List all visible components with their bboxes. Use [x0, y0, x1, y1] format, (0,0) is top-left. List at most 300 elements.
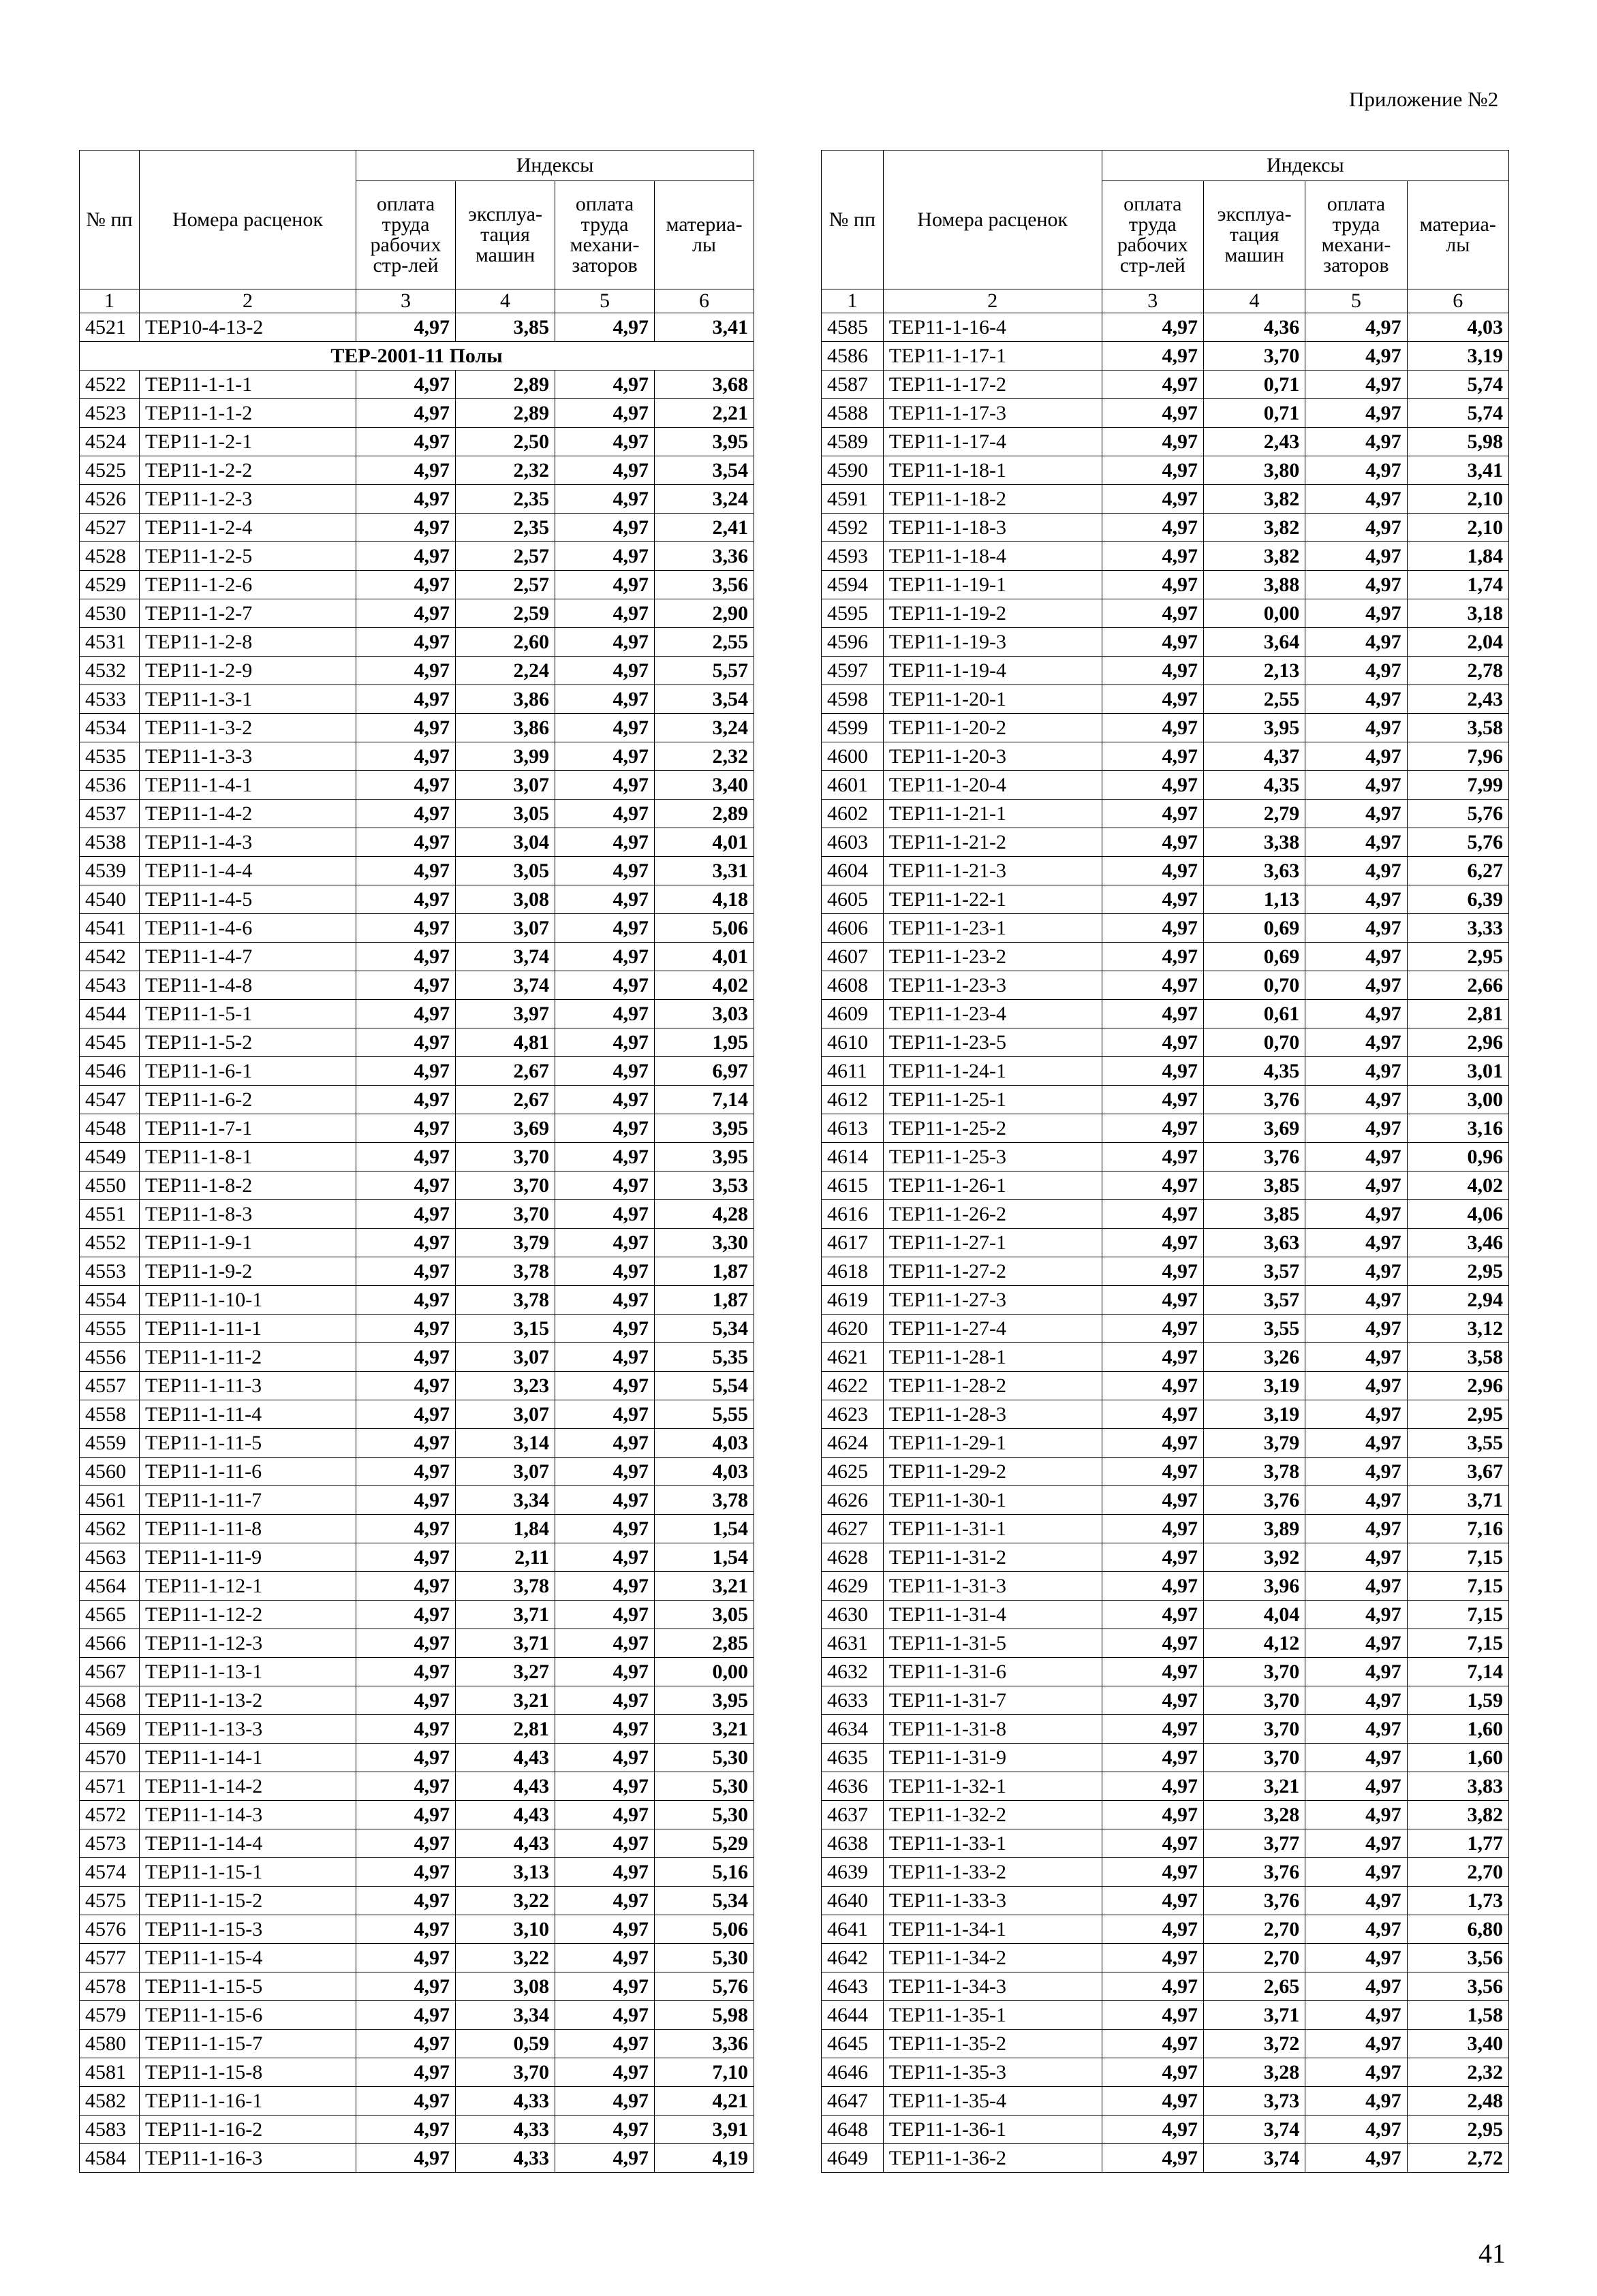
materials-index: 3,30: [655, 1229, 754, 1257]
row-number: 4524: [80, 428, 140, 456]
labor-pay-index: 4,97: [1102, 1572, 1203, 1601]
rate-code: ТЕР11-1-4-8: [140, 971, 356, 1000]
machine-operation-index: 3,78: [1203, 1458, 1305, 1486]
row-number: 4615: [822, 1171, 884, 1200]
table-row: [80, 1028, 754, 1057]
rate-code: ТЕР11-1-12-1: [140, 1572, 356, 1601]
labor-pay-index: 4,97: [1102, 1458, 1203, 1486]
row-number: 4544: [80, 1000, 140, 1028]
rate-code: ТЕР11-1-31-9: [883, 1744, 1102, 1772]
rate-code: ТЕР11-1-34-2: [883, 1944, 1102, 1972]
operator-pay-index: 4,97: [555, 1200, 655, 1229]
rate-code: ТЕР11-1-33-1: [883, 1829, 1102, 1858]
row-number: 4593: [822, 542, 884, 571]
rate-code: ТЕР11-1-19-1: [883, 571, 1102, 599]
machine-operation-index: 3,74: [1203, 2116, 1305, 2144]
machine-operation-index: 3,70: [1203, 1715, 1305, 1744]
materials-index: 3,55: [1407, 1429, 1508, 1458]
row-number: 4601: [822, 771, 884, 800]
appendix-label: Приложение №2: [1349, 87, 1499, 111]
row-number: 4531: [80, 628, 140, 657]
machine-operation-index: 4,36: [1203, 313, 1305, 342]
row-number: 4620: [822, 1315, 884, 1343]
labor-pay-index: 4,97: [1102, 1829, 1203, 1858]
row-number: 4537: [80, 800, 140, 828]
table-row: [80, 771, 754, 800]
operator-pay-index: 4,97: [555, 1944, 655, 1972]
machine-operation-index: 3,96: [1203, 1572, 1305, 1601]
labor-pay-index: 4,97: [356, 914, 456, 943]
machine-operation-index: 1,84: [456, 1515, 555, 1543]
rate-code: ТЕР11-1-4-1: [140, 771, 356, 800]
labor-pay-index: 4,97: [1102, 1887, 1203, 1915]
rate-code: ТЕР11-1-25-3: [883, 1143, 1102, 1171]
operator-pay-index: 4,97: [1305, 1286, 1407, 1315]
machine-operation-index: 2,50: [456, 428, 555, 456]
rate-code: ТЕР11-1-9-2: [140, 1257, 356, 1286]
machine-operation-index: 3,92: [1203, 1543, 1305, 1572]
row-number: 4634: [822, 1715, 884, 1744]
labor-pay-index: 4,97: [1102, 771, 1203, 800]
column-number: 4: [1203, 289, 1305, 313]
machine-operation-index: 3,07: [456, 914, 555, 943]
labor-pay-index: 4,97: [1102, 599, 1203, 628]
table-row: [822, 1257, 1509, 1286]
operator-pay-index: 4,97: [1305, 1171, 1407, 1200]
materials-index: 6,97: [655, 1057, 754, 1086]
materials-index: 3,33: [1407, 914, 1508, 943]
materials-index: 5,30: [655, 1772, 754, 1801]
row-number: 4560: [80, 1458, 140, 1486]
row-number: 4528: [80, 542, 140, 571]
operator-pay-index: 4,97: [555, 1400, 655, 1429]
machine-operation-index: 2,11: [456, 1543, 555, 1572]
rate-code: ТЕР11-1-20-1: [883, 685, 1102, 714]
header-indices: Индексы: [356, 151, 754, 181]
operator-pay-index: 4,97: [555, 428, 655, 456]
machine-operation-index: 0,61: [1203, 1000, 1305, 1028]
labor-pay-index: 4,97: [356, 1400, 456, 1429]
labor-pay-index: 4,97: [1102, 1915, 1203, 1944]
operator-pay-index: 4,97: [1305, 1257, 1407, 1286]
machine-operation-index: 3,79: [1203, 1429, 1305, 1458]
table-row: [822, 1715, 1509, 1744]
labor-pay-index: 4,97: [1102, 1944, 1203, 1972]
materials-index: 7,99: [1407, 771, 1508, 800]
materials-index: 7,15: [1407, 1629, 1508, 1658]
row-number: 4532: [80, 657, 140, 685]
table-row: [80, 1572, 754, 1601]
rate-code: ТЕР11-1-20-3: [883, 742, 1102, 771]
table-row: [80, 371, 754, 399]
table-row: [80, 1429, 754, 1458]
materials-index: 2,95: [1407, 2116, 1508, 2144]
materials-index: 3,82: [1407, 1801, 1508, 1829]
row-number: 4604: [822, 857, 884, 885]
table-row: [80, 1686, 754, 1715]
rate-code: ТЕР11-1-4-2: [140, 800, 356, 828]
table-row: [80, 800, 754, 828]
row-number: 4599: [822, 714, 884, 742]
materials-index: 3,40: [1407, 2030, 1508, 2058]
rate-code: ТЕР11-1-19-3: [883, 628, 1102, 657]
rate-code: ТЕР11-1-34-1: [883, 1915, 1102, 1944]
table-row: [822, 857, 1509, 885]
rate-code: ТЕР11-1-2-5: [140, 542, 356, 571]
table-row: [822, 1229, 1509, 1257]
row-number: 4580: [80, 2030, 140, 2058]
rate-code: ТЕР11-1-26-2: [883, 1200, 1102, 1229]
materials-index: 2,32: [1407, 2058, 1508, 2087]
machine-operation-index: 3,69: [456, 1114, 555, 1143]
labor-pay-index: 4,97: [356, 771, 456, 800]
table-row: [822, 1286, 1509, 1315]
labor-pay-index: 4,97: [356, 857, 456, 885]
row-number: 4627: [822, 1515, 884, 1543]
table-row: [822, 1629, 1509, 1658]
rate-code: ТЕР11-1-26-1: [883, 1171, 1102, 1200]
operator-pay-index: 4,97: [555, 1801, 655, 1829]
operator-pay-index: 4,97: [1305, 1715, 1407, 1744]
row-number: 4526: [80, 485, 140, 514]
rate-code: ТЕР11-1-11-4: [140, 1400, 356, 1429]
machine-operation-index: 3,21: [456, 1686, 555, 1715]
labor-pay-index: 4,97: [1102, 342, 1203, 371]
operator-pay-index: 4,97: [555, 828, 655, 857]
rate-code: ТЕР11-1-21-2: [883, 828, 1102, 857]
materials-index: 5,74: [1407, 371, 1508, 399]
materials-index: 5,06: [655, 914, 754, 943]
rate-code: ТЕР11-1-20-2: [883, 714, 1102, 742]
machine-operation-index: 2,70: [1203, 1915, 1305, 1944]
row-number: 4602: [822, 800, 884, 828]
labor-pay-index: 4,97: [1102, 914, 1203, 943]
row-number: 4603: [822, 828, 884, 857]
machine-operation-index: 3,78: [456, 1257, 555, 1286]
operator-pay-index: 4,97: [555, 1315, 655, 1343]
rate-code: ТЕР11-1-18-4: [883, 542, 1102, 571]
index-table-left: [79, 150, 754, 2173]
machine-operation-index: 3,88: [1203, 571, 1305, 599]
machine-operation-index: 3,55: [1203, 1315, 1305, 1343]
header-machine-operation: эксплуа-тация машин: [456, 181, 555, 289]
rate-code: ТЕР11-1-14-4: [140, 1829, 356, 1858]
operator-pay-index: 4,97: [1305, 2087, 1407, 2116]
labor-pay-index: 4,97: [356, 657, 456, 685]
rate-code: ТЕР11-1-2-8: [140, 628, 356, 657]
machine-operation-index: 3,07: [456, 1458, 555, 1486]
operator-pay-index: 4,97: [1305, 485, 1407, 514]
rate-code: ТЕР11-1-35-2: [883, 2030, 1102, 2058]
table-row: [822, 1772, 1509, 1801]
row-number: 4649: [822, 2144, 884, 2173]
labor-pay-index: 4,97: [356, 399, 456, 428]
materials-index: 4,18: [655, 885, 754, 914]
operator-pay-index: 4,97: [555, 456, 655, 485]
materials-index: 5,98: [1407, 428, 1508, 456]
rate-code: ТЕР11-1-9-1: [140, 1229, 356, 1257]
row-number: 4616: [822, 1200, 884, 1229]
rate-code: ТЕР11-1-11-2: [140, 1343, 356, 1372]
materials-index: 5,30: [655, 1744, 754, 1772]
header-machine-operation: эксплуа-тация машин: [1203, 181, 1305, 289]
machine-operation-index: 3,70: [1203, 1744, 1305, 1772]
labor-pay-index: 4,97: [1102, 1171, 1203, 1200]
rate-code: ТЕР11-1-3-3: [140, 742, 356, 771]
table-row: [822, 456, 1509, 485]
rate-code: ТЕР11-1-3-1: [140, 685, 356, 714]
row-number: 4623: [822, 1400, 884, 1429]
labor-pay-index: 4,97: [1102, 828, 1203, 857]
machine-operation-index: 3,63: [1203, 857, 1305, 885]
header-labor-pay: оплата труда рабочих стр-лей: [356, 181, 456, 289]
machine-operation-index: 0,71: [1203, 399, 1305, 428]
rate-code: ТЕР11-1-35-3: [883, 2058, 1102, 2087]
machine-operation-index: 3,78: [456, 1572, 555, 1601]
machine-operation-index: 3,05: [456, 857, 555, 885]
materials-index: 2,04: [1407, 628, 1508, 657]
operator-pay-index: 4,97: [555, 1915, 655, 1944]
table-row: [80, 1601, 754, 1629]
machine-operation-index: 3,07: [456, 1343, 555, 1372]
table-row: [822, 1028, 1509, 1057]
rate-code: ТЕР11-1-25-1: [883, 1086, 1102, 1114]
operator-pay-index: 4,97: [1305, 914, 1407, 943]
operator-pay-index: 4,97: [555, 685, 655, 714]
rate-code: ТЕР11-1-11-5: [140, 1429, 356, 1458]
table-row: [80, 1057, 754, 1086]
labor-pay-index: 4,97: [356, 628, 456, 657]
materials-index: 3,03: [655, 1000, 754, 1028]
labor-pay-index: 4,97: [1102, 1744, 1203, 1772]
materials-index: 4,03: [655, 1429, 754, 1458]
labor-pay-index: 4,97: [1102, 857, 1203, 885]
rate-code: ТЕР11-1-6-2: [140, 1086, 356, 1114]
row-number: 4597: [822, 657, 884, 685]
rate-code: ТЕР11-1-11-1: [140, 1315, 356, 1343]
machine-operation-index: 2,57: [456, 542, 555, 571]
labor-pay-index: 4,97: [1102, 1000, 1203, 1028]
table-row: [80, 571, 754, 599]
rate-code: ТЕР11-1-27-3: [883, 1286, 1102, 1315]
operator-pay-index: 4,97: [555, 2001, 655, 2030]
labor-pay-index: 4,97: [356, 828, 456, 857]
materials-index: 5,74: [1407, 399, 1508, 428]
rate-code: ТЕР11-1-27-2: [883, 1257, 1102, 1286]
labor-pay-index: 4,97: [1102, 2087, 1203, 2116]
table-row: [80, 1171, 754, 1200]
table-row: [822, 1343, 1509, 1372]
row-number: 4545: [80, 1028, 140, 1057]
machine-operation-index: 2,55: [1203, 685, 1305, 714]
labor-pay-index: 4,97: [1102, 1629, 1203, 1658]
materials-index: 0,00: [655, 1658, 754, 1686]
section-row: [80, 342, 754, 371]
row-number: 4630: [822, 1601, 884, 1629]
table-row: [822, 1086, 1509, 1114]
operator-pay-index: 4,97: [1305, 1829, 1407, 1858]
rate-code: ТЕР11-1-16-2: [140, 2116, 356, 2144]
table-row: [822, 514, 1509, 542]
rate-code: ТЕР11-1-6-1: [140, 1057, 356, 1086]
labor-pay-index: 4,97: [356, 1744, 456, 1772]
rate-code: ТЕР11-1-23-3: [883, 971, 1102, 1000]
labor-pay-index: 4,97: [356, 971, 456, 1000]
rate-code: ТЕР11-1-13-2: [140, 1686, 356, 1715]
labor-pay-index: 4,97: [1102, 1658, 1203, 1686]
table-row: [80, 885, 754, 914]
row-number: 4567: [80, 1658, 140, 1686]
row-number: 4533: [80, 685, 140, 714]
table-row: [822, 1858, 1509, 1887]
row-number: 4642: [822, 1944, 884, 1972]
row-number: 4588: [822, 399, 884, 428]
rate-code: ТЕР11-1-5-1: [140, 1000, 356, 1028]
rate-code: ТЕР11-1-28-3: [883, 1400, 1102, 1429]
labor-pay-index: 4,97: [356, 514, 456, 542]
materials-index: 2,55: [655, 628, 754, 657]
row-number: 4565: [80, 1601, 140, 1629]
materials-index: 3,24: [655, 714, 754, 742]
labor-pay-index: 4,97: [1102, 1972, 1203, 2001]
machine-operation-index: 3,70: [456, 2058, 555, 2087]
table-row: [80, 1944, 754, 1972]
labor-pay-index: 4,97: [356, 2116, 456, 2144]
row-number: 4583: [80, 2116, 140, 2144]
operator-pay-index: 4,97: [1305, 2001, 1407, 2030]
machine-operation-index: 3,74: [456, 971, 555, 1000]
labor-pay-index: 4,97: [356, 1429, 456, 1458]
row-number: 4552: [80, 1229, 140, 1257]
machine-operation-index: 4,43: [456, 1801, 555, 1829]
rate-code: ТЕР11-1-2-1: [140, 428, 356, 456]
row-number: 4595: [822, 599, 884, 628]
table-row: [80, 1515, 754, 1543]
table-row: [80, 1772, 754, 1801]
machine-operation-index: 4,33: [456, 2116, 555, 2144]
labor-pay-index: 4,97: [356, 1801, 456, 1829]
labor-pay-index: 4,97: [1102, 1143, 1203, 1171]
operator-pay-index: 4,97: [555, 1057, 655, 1086]
operator-pay-index: 4,97: [1305, 456, 1407, 485]
row-number: 4573: [80, 1829, 140, 1858]
materials-index: 3,41: [1407, 456, 1508, 485]
operator-pay-index: 4,97: [1305, 599, 1407, 628]
rate-code: ТЕР11-1-23-5: [883, 1028, 1102, 1057]
rate-code: ТЕР11-1-8-1: [140, 1143, 356, 1171]
materials-index: 3,91: [655, 2116, 754, 2144]
header-materials: материа-лы: [655, 181, 754, 289]
operator-pay-index: 4,97: [1305, 2058, 1407, 2087]
machine-operation-index: 3,08: [456, 1972, 555, 2001]
operator-pay-index: 4,97: [555, 885, 655, 914]
operator-pay-index: 4,97: [555, 1858, 655, 1887]
row-number: 4559: [80, 1429, 140, 1458]
machine-operation-index: 3,70: [456, 1171, 555, 1200]
operator-pay-index: 4,97: [1305, 1543, 1407, 1572]
table-row: [822, 428, 1509, 456]
row-number: 4596: [822, 628, 884, 657]
materials-index: 3,83: [1407, 1772, 1508, 1801]
machine-operation-index: 2,24: [456, 657, 555, 685]
materials-index: 3,18: [1407, 599, 1508, 628]
table-row: [80, 399, 754, 428]
labor-pay-index: 4,97: [356, 1315, 456, 1343]
materials-index: 4,28: [655, 1200, 754, 1229]
table-row: [822, 714, 1509, 742]
row-number: 4610: [822, 1028, 884, 1057]
machine-operation-index: 3,28: [1203, 2058, 1305, 2087]
operator-pay-index: 4,97: [1305, 1972, 1407, 2001]
materials-index: 4,01: [655, 943, 754, 971]
labor-pay-index: 4,97: [1102, 1400, 1203, 1429]
rate-code: ТЕР11-1-31-5: [883, 1629, 1102, 1658]
machine-operation-index: 3,71: [456, 1629, 555, 1658]
table-row: [80, 1143, 754, 1171]
labor-pay-index: 4,97: [356, 1486, 456, 1515]
machine-operation-index: 3,19: [1203, 1372, 1305, 1400]
rate-code: ТЕР11-1-31-2: [883, 1543, 1102, 1572]
labor-pay-index: 4,97: [1102, 628, 1203, 657]
column-number: 5: [1305, 289, 1407, 313]
machine-operation-index: 3,76: [1203, 1143, 1305, 1171]
materials-index: 5,76: [1407, 828, 1508, 857]
machine-operation-index: 2,81: [456, 1715, 555, 1744]
table-row: [80, 1257, 754, 1286]
operator-pay-index: 4,97: [1305, 1400, 1407, 1429]
header-code: Номера расценок: [883, 151, 1102, 289]
table-row: [822, 342, 1509, 371]
row-number: 4523: [80, 399, 140, 428]
materials-index: 3,95: [655, 1143, 754, 1171]
table-row: [822, 1686, 1509, 1715]
materials-index: 1,54: [655, 1543, 754, 1572]
materials-index: 2,90: [655, 599, 754, 628]
operator-pay-index: 4,97: [555, 2144, 655, 2173]
rate-code: ТЕР11-1-2-7: [140, 599, 356, 628]
materials-index: 1,87: [655, 1286, 754, 1315]
row-number: 4576: [80, 1915, 140, 1944]
materials-index: 2,78: [1407, 657, 1508, 685]
operator-pay-index: 4,97: [555, 571, 655, 599]
rate-code: ТЕР11-1-15-3: [140, 1915, 356, 1944]
machine-operation-index: 2,57: [456, 571, 555, 599]
rate-code: ТЕР11-1-4-4: [140, 857, 356, 885]
operator-pay-index: 4,97: [555, 1572, 655, 1601]
table-row: [80, 542, 754, 571]
rate-code: ТЕР11-1-10-1: [140, 1286, 356, 1315]
machine-operation-index: 3,04: [456, 828, 555, 857]
row-number: 4643: [822, 1972, 884, 2001]
machine-operation-index: 3,86: [456, 714, 555, 742]
operator-pay-index: 4,97: [1305, 428, 1407, 456]
materials-index: 4,01: [655, 828, 754, 857]
labor-pay-index: 4,97: [1102, 1286, 1203, 1315]
machine-operation-index: 4,43: [456, 1829, 555, 1858]
row-number: 4541: [80, 914, 140, 943]
materials-index: 1,58: [1407, 2001, 1508, 2030]
materials-index: 7,15: [1407, 1601, 1508, 1629]
page-number: 41: [1478, 2238, 1506, 2269]
machine-operation-index: 2,67: [456, 1086, 555, 1114]
machine-operation-index: 4,37: [1203, 742, 1305, 771]
labor-pay-index: 4,97: [356, 1515, 456, 1543]
labor-pay-index: 4,97: [356, 1229, 456, 1257]
rate-code: ТЕР11-1-4-5: [140, 885, 356, 914]
labor-pay-index: 4,97: [356, 1915, 456, 1944]
materials-index: 3,24: [655, 485, 754, 514]
rate-code: ТЕР11-1-29-2: [883, 1458, 1102, 1486]
